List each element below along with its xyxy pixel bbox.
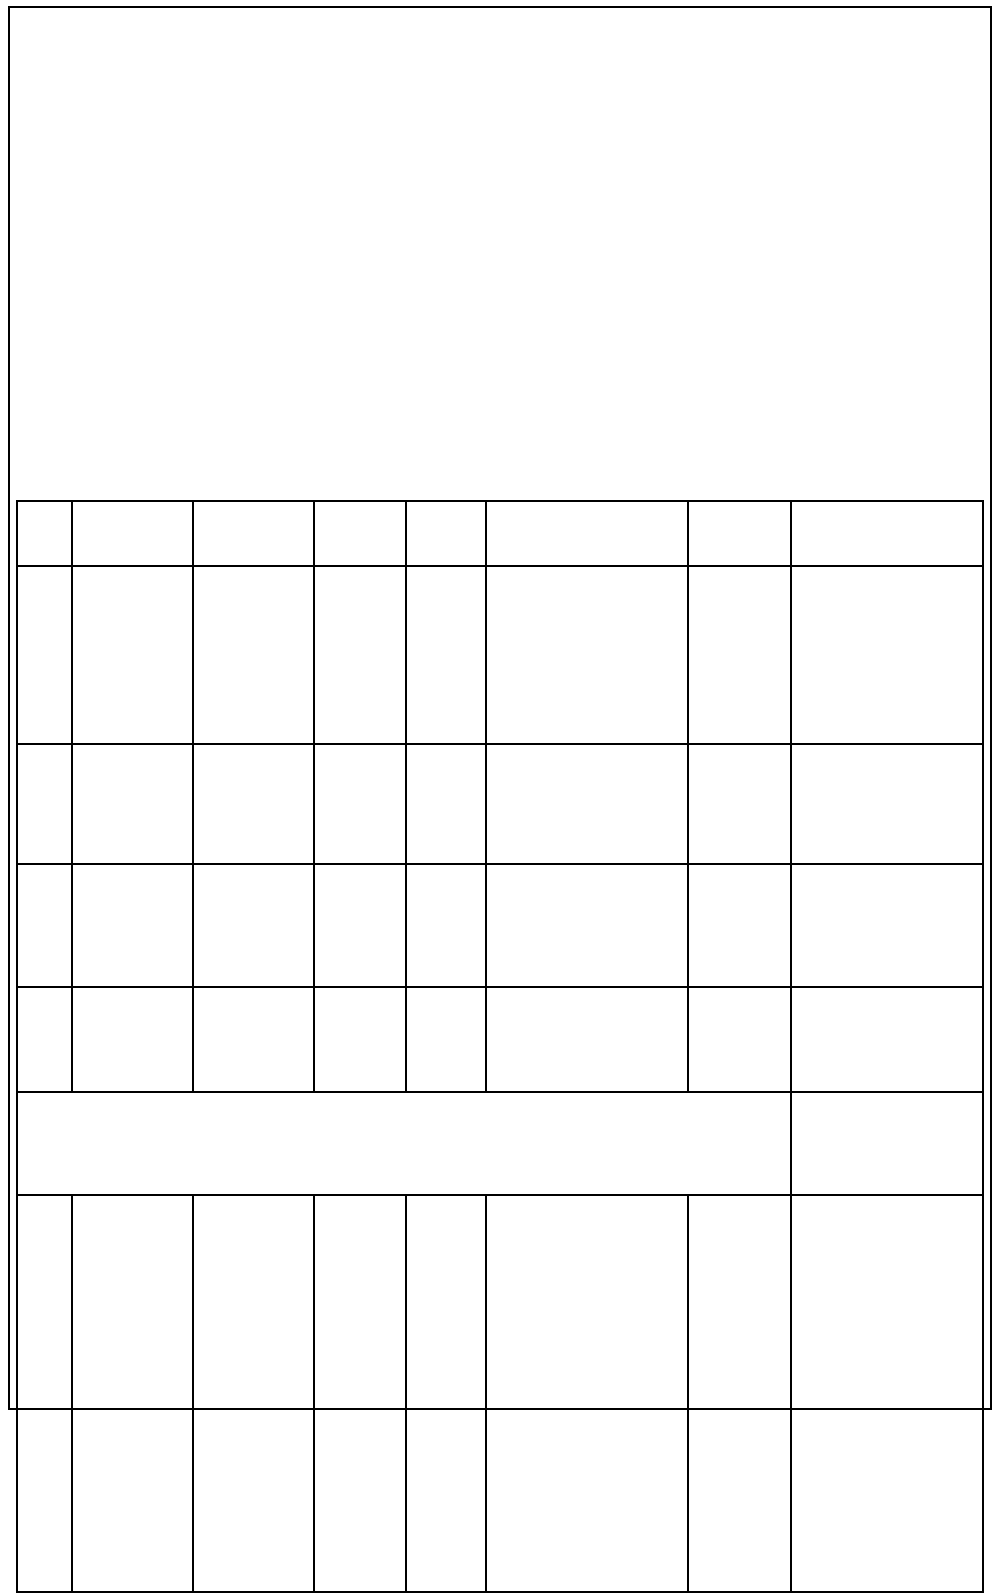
th-corrected-amount [72, 500, 193, 566]
th-lot [791, 500, 983, 566]
table-row-tax-id [486, 566, 688, 744]
table-row-lot [791, 864, 983, 987]
table-row-lot [791, 744, 983, 864]
th-duration [406, 500, 486, 566]
table-row-company [688, 987, 791, 1092]
table-row-tax-id [486, 864, 688, 987]
th-tech-score [314, 500, 406, 566]
table-row-tech-score [314, 566, 406, 744]
table-row-company [688, 864, 791, 987]
table-row-tax-id [486, 744, 688, 864]
table-row-tech-score [314, 987, 406, 1092]
table-row-duration [406, 987, 486, 1092]
th-criterion [16, 500, 72, 566]
th-initial-amount [193, 500, 314, 566]
table-row-initial-amount [193, 987, 314, 1092]
table-row-company [688, 566, 791, 744]
table-row-corrected-amount [72, 864, 193, 987]
table-row-initial-amount [193, 744, 314, 864]
table-row-corrected-amount [72, 744, 193, 864]
table-row-duration [406, 744, 486, 864]
table-row-lot [791, 987, 983, 1092]
table-row-tech-score [314, 864, 406, 987]
table-row-duration [406, 864, 486, 987]
table-row-duration [406, 566, 486, 744]
table-row-tax-id [486, 987, 688, 1092]
table-row-criterion [16, 987, 72, 1092]
table-row-initial-amount [193, 864, 314, 987]
table-row-criterion [16, 744, 72, 864]
table-row-corrected-amount [72, 987, 193, 1092]
award-table [16, 500, 984, 1593]
table-row-corrected-amount [72, 566, 193, 744]
table-row-criterion [16, 566, 72, 744]
table-row-company [688, 744, 791, 864]
table-row-lot [791, 566, 983, 744]
th-tax-id [486, 500, 688, 566]
table-row-initial-amount [193, 566, 314, 744]
th-company [688, 500, 791, 566]
table-row-tech-score [314, 744, 406, 864]
table-row-criterion [16, 864, 72, 987]
